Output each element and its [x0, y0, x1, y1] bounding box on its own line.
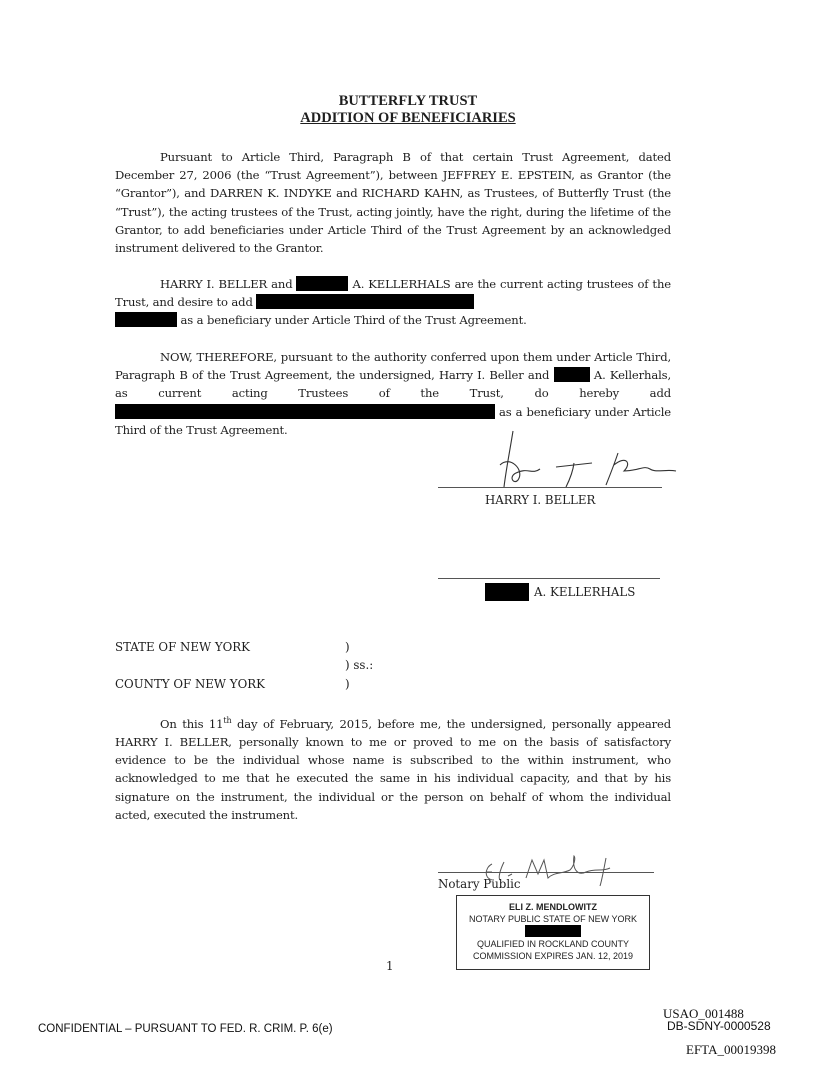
paragraph-3-part-c: as a beneficiary under Article Third of the Trust Agreement. — [115, 404, 671, 437]
bates-number-efta: EFTA_00019398 — [686, 1042, 776, 1057]
bates-number-usao: USAO_001488 — [663, 1006, 744, 1021]
document-title: BUTTERFLY TRUST — [338, 93, 478, 109]
paragraph-3-part-b: A. Kellerhals, as current acting Trustees of the Trust, do hereby add — [115, 368, 671, 401]
paragraph-3-part-a: NOW, THEREFORE, pursuant to the authority conferred upon them under Article Third, Paragraph B of the Trust Agreement, the undersigned, Harry I. Beller and — [115, 350, 671, 383]
stamp-line-5: COMMISSION EXPIRES JAN. 12, 2019 — [472, 951, 634, 961]
paragraph-1-text: Pursuant to Article Third, Paragraph B of that certain Trust Agreement, dated December 27, 2006 (the “Trust Agreement”), between JEFFREY E. EPSTEIN, as Grantor (the “Grantor”), and DARREN K. INDYKE and RICHARD KAHN, as Trustees, of Butterfly Trust (the “Trust”), the acting trustees of the Trust, acting jointly, have the right, during the lifetime of the Grantor, to add beneficiaries under Article Third of the Trust Agreement by an acknowledged instrument delivered to the Grantor. — [115, 150, 671, 256]
venue-state: STATE OF NEW YORK — [115, 640, 250, 654]
venue-bracket-3: ) — [345, 677, 350, 691]
redaction-block — [296, 276, 348, 291]
redaction-block — [525, 925, 581, 937]
redaction-block — [115, 312, 177, 327]
paragraph-2-part-b: A. KELLERHALS are the current acting trustees of the Trust, and desire to add — [115, 277, 671, 310]
venue-county: COUNTY OF NEW YORK — [115, 677, 265, 691]
venue-bracket-1: ) — [345, 640, 350, 654]
signer-name-beller: HARRY I. BELLER — [485, 493, 596, 507]
stamp-notary-name: ELI Z. MENDLOWITZ — [509, 902, 597, 912]
paragraph-2 — [115, 275, 671, 330]
acknowledgment-part-a: On this 11 — [160, 716, 224, 731]
redaction-block — [485, 583, 529, 601]
acknowledgment-part-b: day of February, 2015, before me, the undersigned, personally appeared HARRY I. BELLER, personally known to me or proved to me on the basis of satisfactory evidence to be the individual whose name is subscribed to the within instrument, who acknowledged to me that he executed the same in his individual capacity, and that by his signature on the instrument, the individual or the person on behalf of whom the individual acted, executed the instrument. — [115, 716, 671, 822]
stamp-line-4: QUALIFIED IN ROCKLAND COUNTY — [476, 939, 630, 949]
notary-public-label: Notary Public — [438, 877, 521, 891]
redaction-block — [554, 367, 590, 382]
acknowledgment-superscript: th — [223, 716, 232, 725]
document-subtitle: ADDITION OF BENEFICIARIES — [300, 110, 516, 126]
stamp-line-2: NOTARY PUBLIC STATE OF NEW YORK — [468, 914, 638, 924]
signer-name-kellerhals: A. KELLERHALS — [534, 585, 636, 599]
paragraph-1 — [115, 148, 671, 257]
bates-number-sdny: DB-SDNY-0000528 — [667, 1019, 771, 1033]
paragraph-2-part-c: as a beneficiary under Article Third of the Trust Agreement. — [180, 313, 527, 328]
notary-stamp — [456, 895, 650, 970]
venue-bracket-ss: ) ss.: — [345, 658, 374, 672]
confidential-footer: CONFIDENTIAL – PURSUANT TO FED. R. CRIM. P. 6(e) — [38, 1023, 333, 1035]
paragraph-2-part-a: HARRY I. BELLER and — [160, 277, 293, 291]
redaction-block — [115, 404, 495, 419]
paragraph-acknowledgment — [115, 712, 671, 824]
page-number: 1 — [386, 959, 394, 973]
signature-line-notary — [438, 872, 654, 873]
redaction-block — [256, 294, 474, 309]
signature-line-1 — [438, 487, 662, 488]
signature-line-2 — [438, 578, 660, 579]
signature-beller — [480, 425, 680, 493]
